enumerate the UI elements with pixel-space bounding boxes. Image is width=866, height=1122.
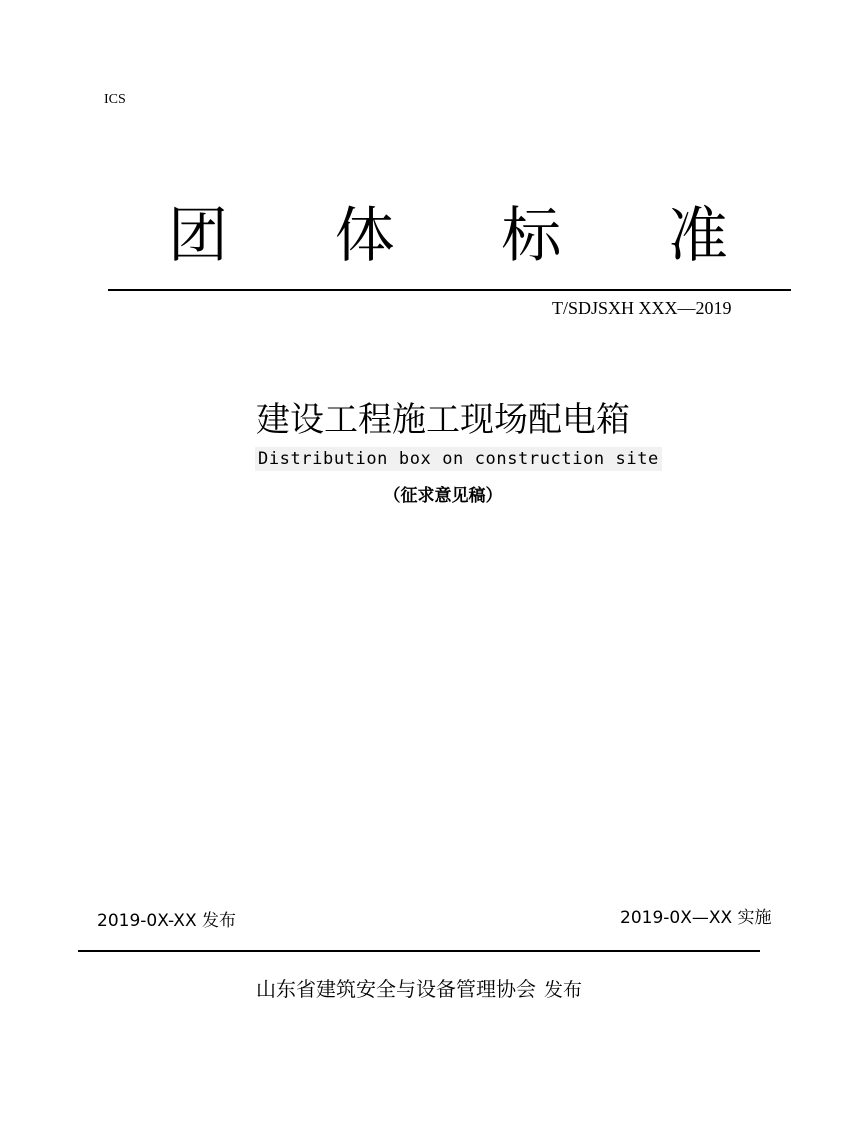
document-title-english: Distribution box on construction site [255, 447, 662, 471]
effective-date: 2019-0X—XX 实施 [620, 908, 772, 928]
ics-label: ICS [104, 92, 126, 107]
release-date: 2019-0X-XX 发布 [97, 911, 236, 931]
standard-code: T/SDJSXH XXX—2019 [552, 298, 732, 318]
standard-type-char: 团 [168, 201, 228, 271]
draft-status: （征求意见稿） [383, 486, 503, 506]
standard-type-char: 准 [667, 201, 728, 271]
publisher-line [256, 975, 582, 1004]
standard-type-char: 体 [334, 201, 395, 271]
standard-type-title [108, 200, 788, 272]
header-divider [108, 289, 791, 291]
footer-divider [78, 950, 760, 952]
publisher-name: 山东省建筑安全与设备管理协会 [256, 977, 536, 1001]
standard-type-char: 标 [501, 201, 562, 271]
document-title: 建设工程施工现场配电箱 [256, 400, 630, 440]
publisher-suffix: 发布 [544, 979, 583, 1001]
